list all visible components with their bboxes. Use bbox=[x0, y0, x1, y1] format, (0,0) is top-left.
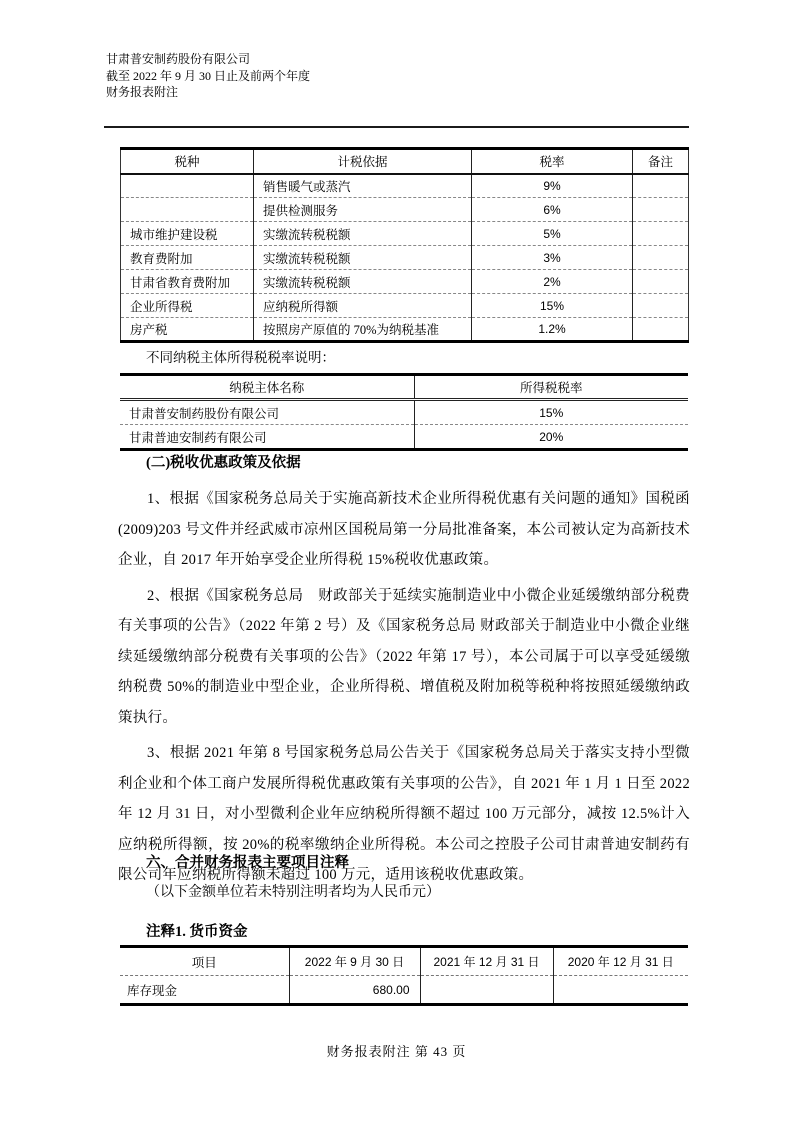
report-period: 截至 2022 年 9 月 30 日止及前两个年度 bbox=[106, 68, 311, 83]
tax-note-cell bbox=[633, 174, 689, 198]
tax-note-cell bbox=[633, 198, 689, 222]
table-row bbox=[121, 222, 689, 246]
column-header: 纳税主体名称 bbox=[120, 375, 414, 400]
section-heading-tax-policy: (二)税收优惠政策及依据 bbox=[146, 455, 301, 471]
column-header: 所得税税率 bbox=[414, 375, 688, 400]
table-row bbox=[120, 425, 688, 450]
tax-note-cell bbox=[633, 246, 689, 270]
policy-paragraph-2: 2、根据《国家税务总局 财政部关于延续实施制造业中小微企业延缓缴纳部分税费有关事项的公告》（2022 年第 2 号）及《国家税务总局 财政部关于制造业中小微企业继续延缓缴纳部分税费有关事项的公告》（2022 年第 17 号），本公司属于可以享受延缓缴纳税费 50%的制造业中型企业，企业所得税、增值税及附加税等税种将按照延缓缴纳政策执行。 bbox=[118, 587, 690, 726]
tax-basis-cell: 实缴流转税税额 bbox=[254, 222, 472, 246]
table-header-row bbox=[121, 149, 689, 174]
company-name: 甘肃普安制药股份有限公司 bbox=[106, 52, 251, 66]
tax-note-cell bbox=[633, 294, 689, 318]
tax-rate-cell: 1.2% bbox=[472, 318, 633, 342]
column-header: 税率 bbox=[472, 149, 633, 174]
tax-basis-cell: 实缴流转税税额 bbox=[254, 246, 472, 270]
amount-cell-2020 bbox=[553, 976, 688, 1005]
doc-header bbox=[106, 51, 310, 101]
table-row bbox=[121, 246, 689, 270]
table-row bbox=[121, 318, 689, 342]
entity-rate-cell: 20% bbox=[414, 425, 688, 450]
tax-type-cell bbox=[121, 174, 254, 198]
tax-rate-cell: 3% bbox=[472, 246, 633, 270]
tax-note-cell bbox=[633, 318, 689, 342]
policy-paragraph-3: 3、根据 2021 年第 8 号国家税务总局公告关于《国家税务总局关于落实支持小型微利企业和个体工商户发展所得税优惠政策有关事项的公告》，自 2021 年 1 月 1 日至 2022 年 12 月 31 日，对小型微利企业年应纳税所得额不超过 100 万元部分，减按 12.5%计入应纳税所得额，按 20%的税率缴纳企业所得税。本公司之控股子公司甘肃普迪安制药有限公司年应纳税所得额未超过 100 万元，适用该税收优惠政策。 bbox=[118, 745, 690, 883]
policy-paragraphs bbox=[118, 484, 690, 896]
entity-name-cell: 甘肃普安制药股份有限公司 bbox=[129, 406, 280, 421]
column-header: 计税依据 bbox=[254, 149, 472, 174]
tax-rate-cell: 15% bbox=[472, 294, 633, 318]
tax-note-line: 不同纳税主体所得税税率说明： bbox=[146, 350, 335, 365]
amount-cell-2022: 680.00 bbox=[289, 976, 420, 1005]
table-row bbox=[121, 270, 689, 294]
entity-tax-table bbox=[120, 373, 688, 451]
tax-type-cell: 城市维护建设税 bbox=[121, 222, 254, 246]
tax-basis-cell: 按照房产原值的 70%为纳税基准 bbox=[254, 318, 472, 342]
tax-type-cell: 企业所得税 bbox=[121, 294, 254, 318]
table-header-row bbox=[120, 947, 688, 976]
table-row bbox=[121, 198, 689, 222]
section-subheading-currency-unit: （以下金额单位若未特别注明者均为人民币元） bbox=[146, 885, 440, 900]
table-row bbox=[121, 174, 689, 198]
tax-type-cell: 教育费附加 bbox=[121, 246, 254, 270]
item-cell: 库存现金 bbox=[127, 983, 178, 998]
tax-basis-cell: 实缴流转税税额 bbox=[254, 270, 472, 294]
amount-cell-2021 bbox=[420, 976, 553, 1005]
tax-basis-cell: 提供检测服务 bbox=[254, 198, 472, 222]
tax-rate-cell: 5% bbox=[472, 222, 633, 246]
tax-type-cell: 甘肃省教育费附加 bbox=[121, 270, 254, 294]
column-header: 税种 bbox=[121, 149, 254, 174]
tax-rate-cell: 6% bbox=[472, 198, 633, 222]
column-header: 2021 年 12 月 31 日 bbox=[420, 947, 553, 976]
column-header: 项目 bbox=[120, 947, 289, 976]
policy-paragraph-1: 1、根据《国家税务总局关于实施高新技术企业所得税优惠有关问题的通知》国税函(2009)203 号文件并经武威市凉州区国税局第一分局批准备案，本公司被认定为高新技术企业，自 2017 年开始享受企业所得税 15%税收优惠政策。 bbox=[118, 491, 690, 568]
table-row bbox=[120, 400, 688, 425]
tax-type-cell: 房产税 bbox=[121, 318, 254, 342]
tax-note-cell bbox=[633, 222, 689, 246]
column-header: 2020 年 12 月 31 日 bbox=[553, 947, 688, 976]
monetary-funds-table bbox=[120, 945, 688, 1006]
column-header: 2022 年 9 月 30 日 bbox=[289, 947, 420, 976]
column-header: 备注 bbox=[633, 149, 689, 174]
tax-note-cell bbox=[633, 270, 689, 294]
header-rule bbox=[104, 126, 689, 128]
entity-name-cell: 甘肃普迪安制药有限公司 bbox=[120, 425, 414, 450]
table-header-row bbox=[120, 375, 688, 400]
note1-heading-monetary-funds: 注释1. 货币资金 bbox=[146, 924, 248, 940]
section-heading-notes: 六、合并财务报表主要项目注释 bbox=[146, 855, 349, 871]
entity-rate-cell: 15% bbox=[414, 400, 688, 425]
page-footer: 财务报表附注 第 43 页 bbox=[326, 1044, 467, 1059]
tax-basis-cell: 应纳税所得额 bbox=[254, 294, 472, 318]
report-title: 财务报表附注 bbox=[106, 85, 179, 99]
tax-basis-cell: 销售暖气或蒸汽 bbox=[254, 174, 472, 198]
table-row bbox=[120, 976, 688, 1005]
tax-rate-table bbox=[120, 147, 689, 343]
table-row bbox=[121, 294, 689, 318]
tax-rate-cell: 2% bbox=[472, 270, 633, 294]
tax-rate-cell: 9% bbox=[472, 174, 633, 198]
tax-type-cell bbox=[121, 198, 254, 222]
